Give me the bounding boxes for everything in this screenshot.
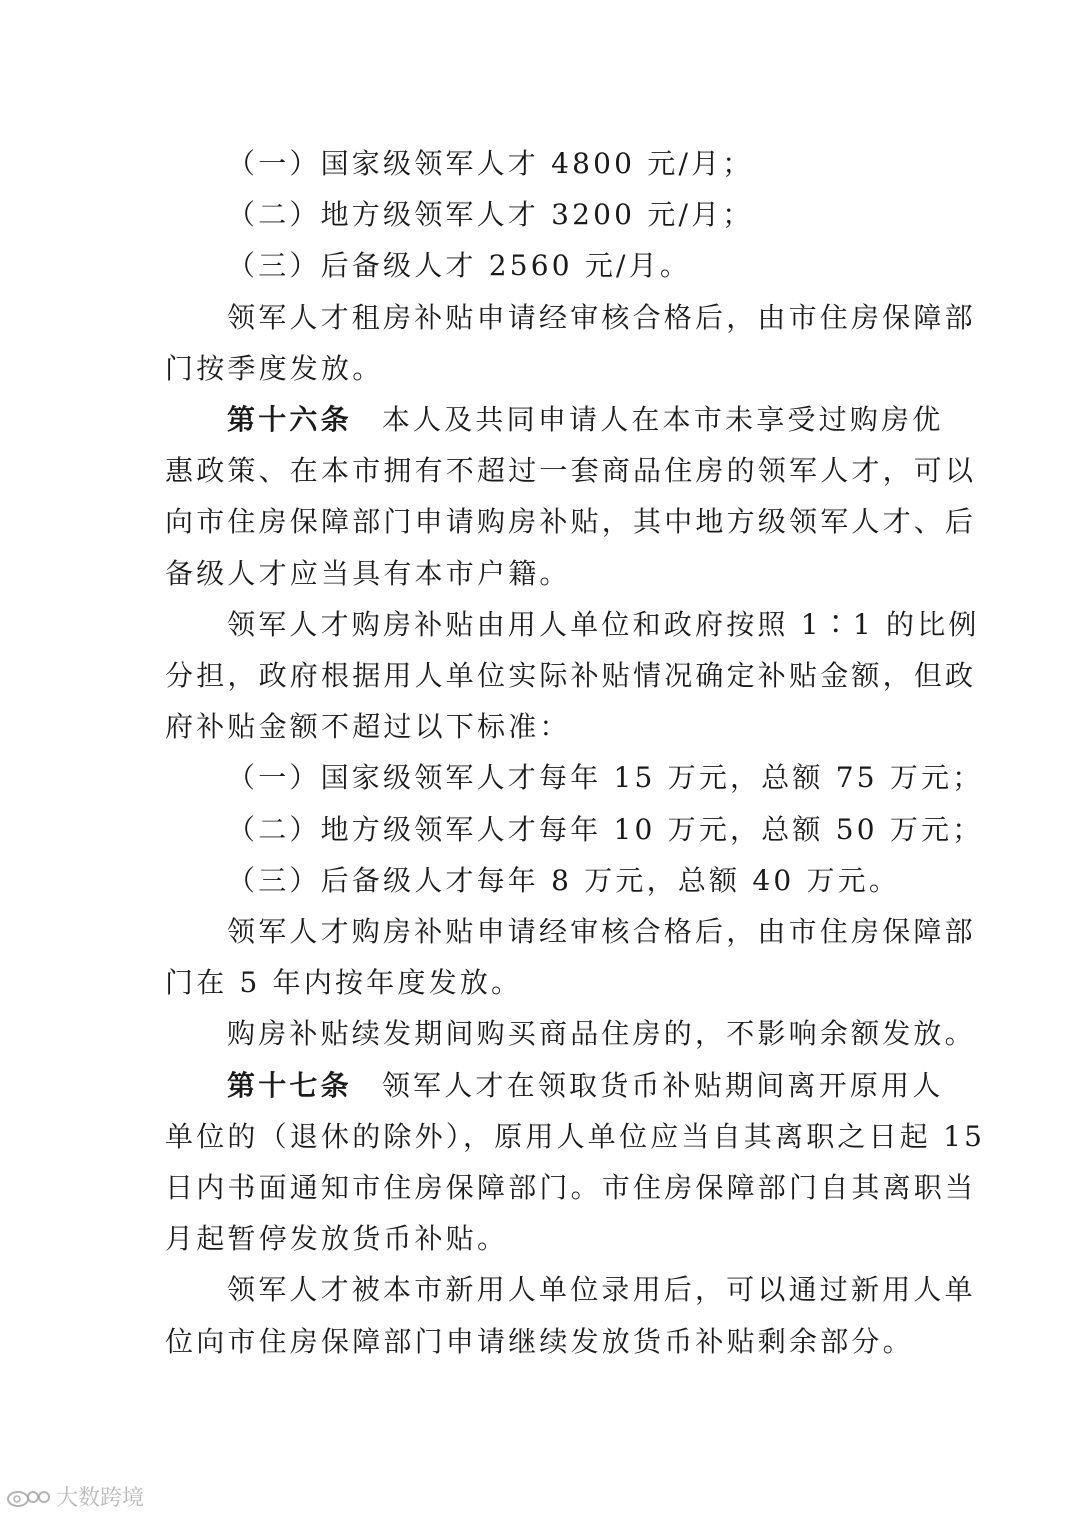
text-line: 月起暂停发放货币补贴。 [165, 1222, 509, 1256]
text-line: （二）地方级领军人才 3200 元/月； [227, 198, 754, 232]
text-line: 购房补贴续发期间购买商品住房的，不影响余额发放。 [227, 1017, 976, 1051]
watermark [6, 1481, 144, 1512]
text-line: 向市住房保障部门申请购房补贴，其中地方级领军人才、后 [165, 505, 977, 539]
text-line: 分担，政府根据用人单位实际补贴情况确定补贴金额，但政 [165, 659, 977, 693]
text-line: 领军人才租房补贴申请经审核合格后，由市住房保障部 [227, 300, 976, 334]
text-line: 领军人才被本市新用人单位录用后，可以通过新用人单 [227, 1273, 976, 1307]
text-line: 门在 5 年内按年度发放。 [165, 966, 523, 1000]
weibo-logo-icon [6, 1486, 50, 1508]
article-17-line [165, 1060, 944, 1111]
text-line: 领军人才购房补贴申请经审核合格后，由市住房保障部 [227, 915, 976, 949]
text-line: 门按季度发放。 [165, 351, 384, 385]
text-line: 位向市住房保障部门申请继续发放货币补贴剩余部分。 [165, 1324, 914, 1358]
text-line: （三）后备级人才每年 8 万元，总额 40 万元。 [227, 863, 901, 897]
article-16-line [165, 394, 944, 445]
text-line: （一）国家级领军人才每年 15 万元，总额 75 万元； [227, 761, 984, 795]
text-line: 惠政策、在本市拥有不超过一套商品住房的领军人才，可以 [165, 454, 977, 488]
text-line: 备级人才应当具有本市户籍。 [165, 556, 571, 590]
text-line: （三）后备级人才 2560 元/月。 [227, 249, 692, 283]
text-line: （二）地方级领军人才每年 10 万元，总额 50 万元； [227, 812, 984, 846]
text-line: 日内书面通知市住房保障部门。市住房保障部门自其离职当 [165, 1171, 977, 1205]
text-line: 领军人才在领取货币补贴期间离开原用人 [381, 1068, 944, 1102]
watermark-text: 大数跨境 [56, 1486, 145, 1511]
text-line: 府补贴金额不超过以下标准： [165, 710, 571, 744]
text-line: 领军人才购房补贴由用人单位和政府按照 1∶1 的比例 [227, 607, 980, 641]
text-line: 本人及共同申请人在本市未享受过购房优 [381, 403, 944, 437]
document-page [165, 138, 986, 1367]
article-16-heading: 第十六条 [227, 403, 352, 437]
text-line: 单位的（退休的除外），原用人单位应当自其离职之日起 15 [165, 1119, 986, 1153]
text-line: （一）国家级领军人才 4800 元/月； [227, 147, 754, 180]
article-17-heading: 第十七条 [227, 1068, 352, 1102]
